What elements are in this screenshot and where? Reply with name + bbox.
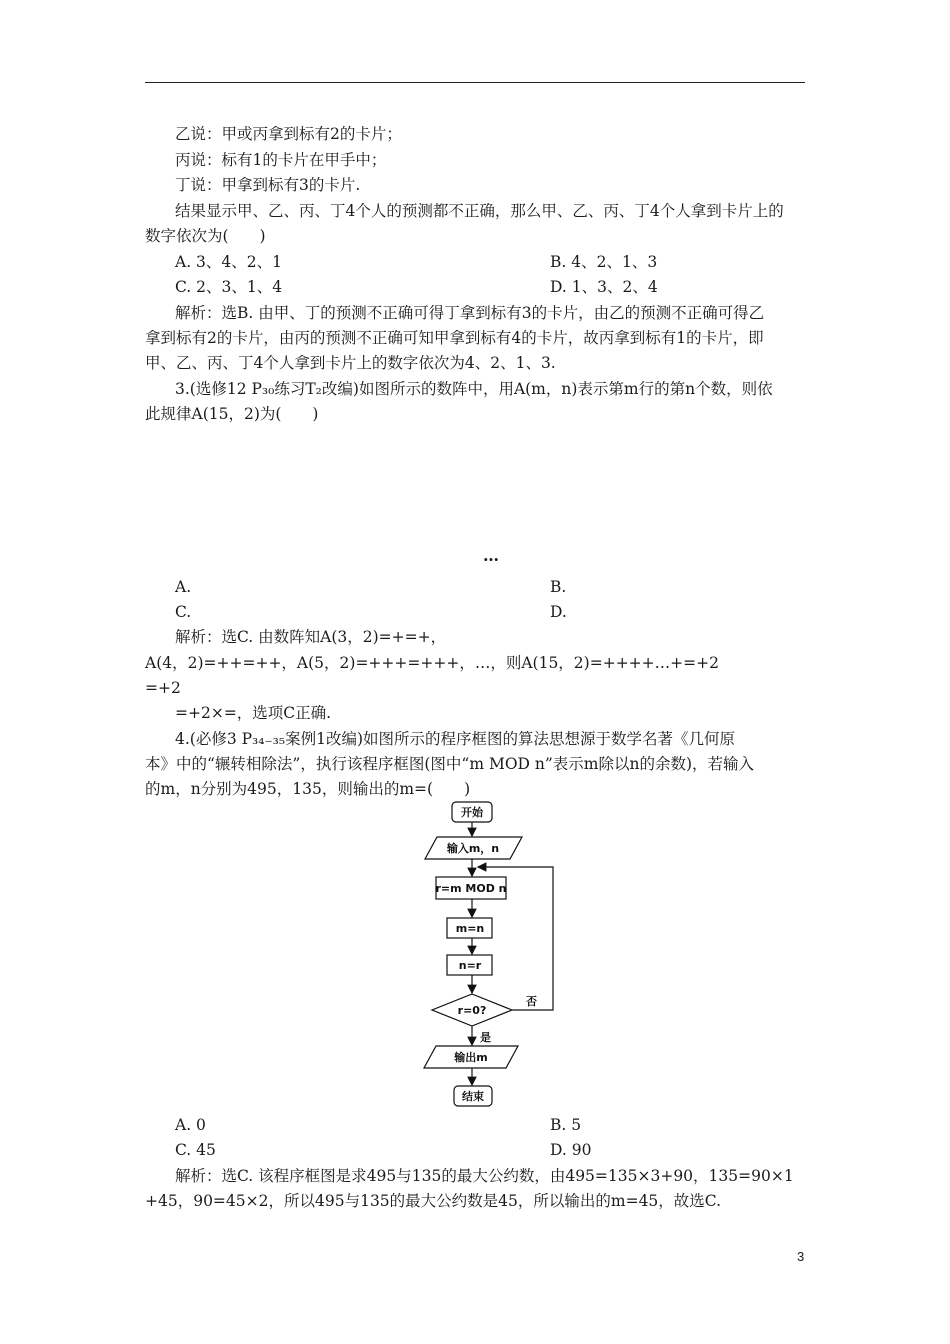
number-array-ellipsis: …: [483, 546, 500, 565]
end-label: 结束: [462, 1090, 484, 1103]
question-text: 此规律A(15，2)为( ): [145, 405, 319, 423]
text-line: 丙说：标有1的卡片在甲手中；: [175, 151, 387, 169]
option-d: D. 90: [550, 1141, 592, 1159]
option-a: A.: [175, 578, 192, 596]
yes-label: 是: [480, 1031, 491, 1044]
decision-label: r=0?: [457, 1004, 487, 1017]
solution-text: A(4，2)=++=++，A(5，2)=+++=+++，…，则A(15，2)=++++…+=+2: [145, 654, 719, 672]
solution-text: 解析：选B. 由甲、丁的预测不正确可得丁拿到标有3的卡片，由乙的预测不正确可得乙: [175, 304, 765, 322]
assign-n-label: n=r: [458, 959, 482, 972]
no-label: 否: [526, 995, 537, 1008]
option-b: B. 4、2、1、3: [550, 253, 658, 271]
option-a: A. 3、4、2、1: [175, 253, 282, 271]
solution-text: =+2×=，选项C正确.: [175, 704, 332, 722]
input-label: 输入m，n: [446, 842, 500, 855]
option-b: B.: [550, 578, 567, 596]
question-text: 的m，n分别为495，135，则输出的m=( ): [145, 780, 471, 798]
page-number: 3: [797, 1249, 805, 1264]
option-c: C. 2、3、1、4: [175, 278, 283, 296]
option-d: D.: [550, 603, 567, 621]
option-b: B. 5: [550, 1116, 582, 1134]
question-text: 本》中的“辗转相除法”，执行该程序框图(图中“m MOD n”表示m除以n的余数)，若输入: [145, 755, 755, 773]
question-text: 3.(选修12 P₃₀练习T₂改编)如图所示的数阵中，用A(m，n)表示第m行的第n个数，则依: [175, 380, 773, 398]
solution-text: +45，90=45×2，所以495与135的最大公约数是45，所以输出的m=45，故选C.: [145, 1192, 722, 1210]
output-label: 输出m: [454, 1051, 488, 1064]
text-line: 乙说：甲或丙拿到标有2的卡片；: [175, 125, 402, 143]
question-text: 结果显示甲、乙、丙、丁4个人的预测都不正确，那么甲、乙、丙、丁4个人拿到卡片上的: [175, 202, 784, 220]
assign-m-label: m=n: [455, 922, 485, 935]
option-c: C. 45: [175, 1141, 216, 1159]
text-line: 丁说：甲拿到标有3的卡片.: [175, 176, 361, 194]
solution-text: 拿到标有2的卡片，由丙的预测不正确可知甲拿到标有4的卡片，故丙拿到标有1的卡片，即: [145, 329, 764, 347]
option-c: C.: [175, 603, 192, 621]
question-text: 4.(必修3 P₃₄₋₃₅案例1改编)如图所示的程序框图的算法思想源于数学名著《几何原: [175, 730, 736, 748]
solution-text: 解析：选C. 由数阵知A(3，2)=+=+，: [175, 628, 447, 646]
solution-text: 解析：选C. 该程序框图是求495与135的最大公约数，由495=135×3+90，135=90×1: [175, 1167, 794, 1185]
solution-text: 甲、乙、丙、丁4个人拿到卡片上的数字依次为4、2、1、3.: [145, 354, 556, 372]
option-a: A. 0: [175, 1116, 206, 1134]
start-label: 开始: [461, 806, 483, 819]
option-d: D. 1、3、2、4: [550, 278, 658, 296]
question-text: 数字依次为( ): [145, 227, 266, 245]
mod-label: r=m MOD n: [435, 882, 507, 895]
solution-text: =+2: [145, 679, 181, 697]
